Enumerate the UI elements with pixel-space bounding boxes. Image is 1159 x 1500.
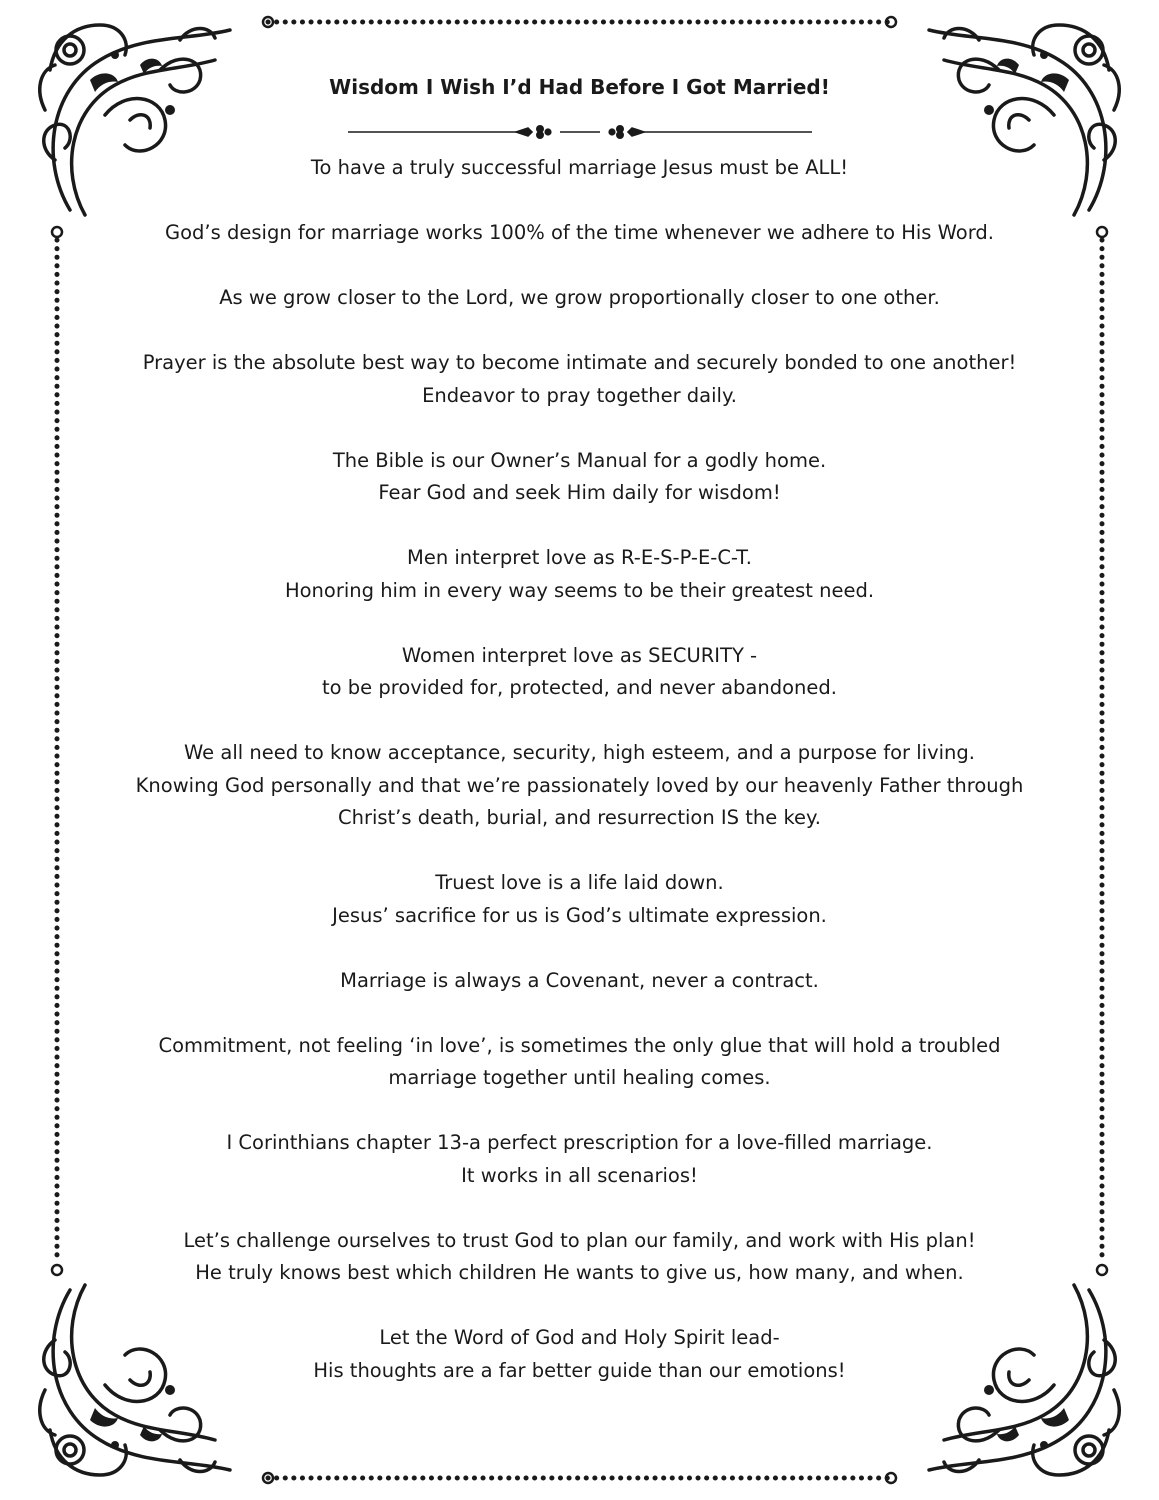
paragraph [70, 445, 1089, 510]
paragraph [70, 152, 1089, 185]
paragraph-line: Christ’s death, burial, and resurrection IS the key. [337, 806, 822, 829]
paragraph [70, 1030, 1089, 1095]
paragraph-line: Women interpret love as SECURITY - [401, 643, 758, 667]
paragraph-gap [70, 1192, 1089, 1225]
paragraph-line: As we grow closer to the Lord, we grow proportionally closer to one other. [219, 286, 940, 309]
page-title: Wisdom I Wish I’d Had Before I Got Married! [329, 75, 830, 99]
paragraph-gap [70, 932, 1089, 965]
paragraph-line: Honoring him in every way seems to be their greatest need. [284, 578, 875, 602]
paragraph-gap [70, 412, 1089, 445]
paragraph-line: Commitment, not feeling ‘in love’, is sometimes the only glue that will hold a troubled [158, 1033, 1001, 1057]
paragraph-line: We all need to know acceptance, security, high esteem, and a purpose for living. [184, 741, 975, 764]
paragraph-line: It works in all scenarios! [461, 1163, 698, 1187]
flourish-divider-icon [348, 124, 812, 140]
paragraph-gap [70, 835, 1089, 868]
paragraph-line: Prayer is the absolute best way to become intimate and securely bonded to one another! [142, 351, 1017, 374]
paragraph [70, 1322, 1089, 1387]
paragraph-line: To have a truly successful marriage Jesus must be ALL! [310, 156, 849, 179]
paragraph [70, 965, 1089, 998]
paragraph-gap [70, 1095, 1089, 1128]
paragraph-line: to be provided for, protected, and never abandoned. [322, 676, 837, 699]
paragraph-gap [70, 1290, 1089, 1323]
paragraph-line: He truly knows best which children He wants to give us, how many, and when. [195, 1261, 964, 1284]
paragraph-line: The Bible is our Owner’s Manual for a godly home. [332, 448, 827, 472]
paragraph-line: marriage together until healing comes. [388, 1066, 771, 1089]
paragraph-line: Let the Word of God and Holy Spirit lead- [379, 1326, 780, 1349]
paragraph [70, 542, 1089, 607]
paragraph-line: Endeavor to pray together daily. [422, 383, 737, 407]
paragraph-line: Jesus’ sacrifice for us is God’s ultimate expression. [332, 903, 827, 927]
paragraph-line: Truest love is a life laid down. [435, 871, 724, 894]
paragraph [70, 347, 1089, 412]
paragraph [70, 737, 1089, 835]
paragraph-line: Knowing God personally and that we’re passionately loved by our heavenly Father through [135, 773, 1024, 797]
paragraph [70, 1225, 1089, 1290]
paragraph-gap [70, 185, 1089, 218]
paragraph-line: Men interpret love as R-E-S-P-E-C-T. [407, 546, 752, 569]
paragraph-gap [70, 250, 1089, 283]
paragraph-gap [70, 510, 1089, 543]
paragraph [70, 1127, 1089, 1192]
document-body [70, 68, 1089, 1387]
paragraph-line: God’s design for marriage works 100% of the time whenever we adhere to His Word. [165, 221, 994, 244]
paragraph-gap [70, 315, 1089, 348]
paragraph [70, 282, 1089, 315]
paragraph-line: Let’s challenge ourselves to trust God to plan our family, and work with His plan! [183, 1228, 976, 1252]
paragraph-gap [70, 705, 1089, 738]
paragraph [70, 217, 1089, 250]
paragraph [70, 867, 1089, 932]
paragraph-line: Fear God and seek Him daily for wisdom! [378, 481, 781, 504]
paragraph-line: Marriage is always a Covenant, never a contract. [340, 968, 819, 992]
paragraph [70, 640, 1089, 705]
paragraph-gap [70, 607, 1089, 640]
paragraph-gap [70, 997, 1089, 1030]
paragraph-list [70, 152, 1089, 1387]
paragraph-line: I Corinthians chapter 13-a perfect prescription for a love-filled marriage. [226, 1131, 933, 1154]
paragraph-line: His thoughts are a far better guide than our emotions! [313, 1358, 846, 1382]
